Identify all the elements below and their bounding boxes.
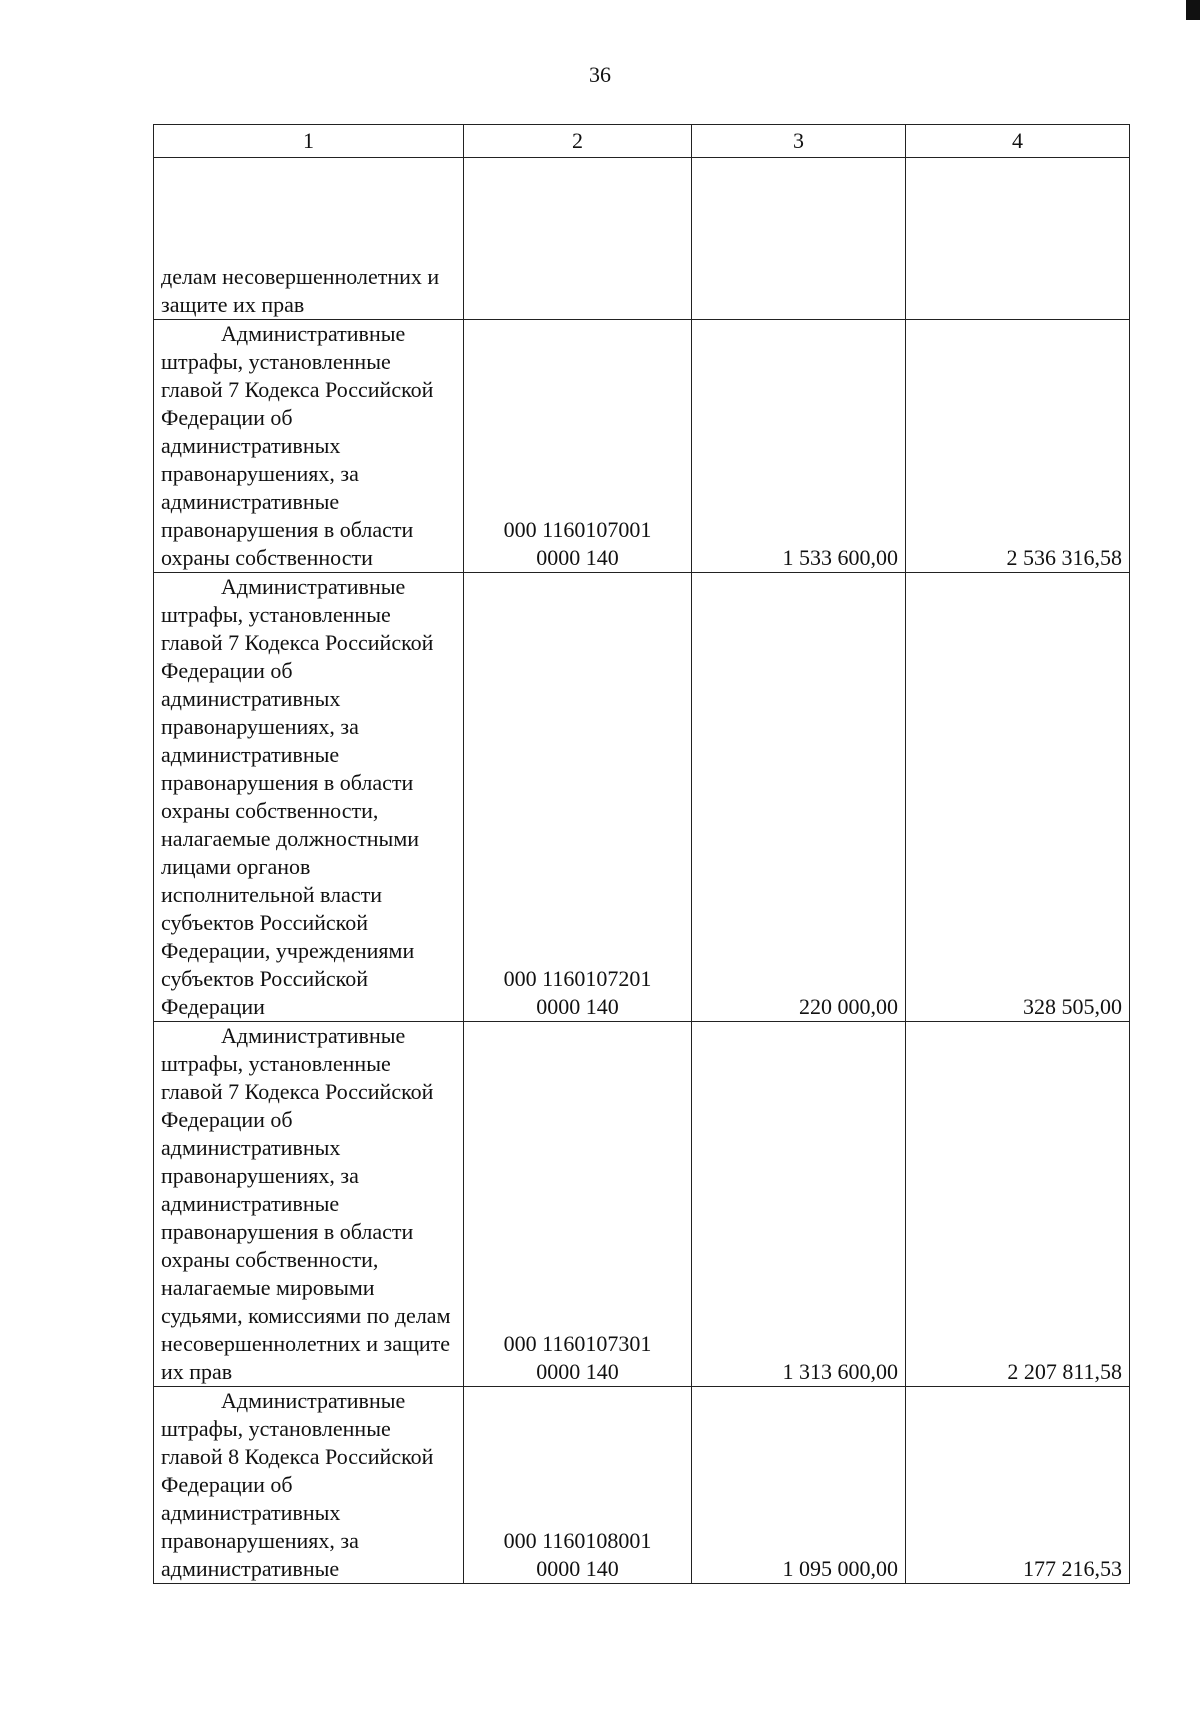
row-code-tail: 0000 140 — [536, 545, 619, 570]
header-col-2: 2 — [464, 125, 692, 158]
row-col3: 220 000,00 — [692, 573, 906, 1022]
row-code — [464, 320, 692, 573]
row-col3: 1 095 000,00 — [692, 1387, 906, 1584]
table-row — [154, 1022, 1130, 1387]
row-code-tail: 0000 140 — [536, 1359, 619, 1384]
row-code-main: 000 1160107301 — [503, 1331, 652, 1356]
header-col-3: 3 — [692, 125, 906, 158]
header-col-1: 1 — [154, 125, 464, 158]
budget-table — [153, 124, 1130, 1584]
row-col3: 1 533 600,00 — [692, 320, 906, 573]
row-name: Административные штрафы, установленные главой 7 Кодекса Российской Федерации об административных правонарушениях, за административные правонарушения в области охраны собственности, налагаемые должностными лицами органов исполнительной власти субъектов Российской Федерации, учреждениями субъектов Российской Федерации — [154, 573, 464, 1022]
row-col3: 1 313 600,00 — [692, 1022, 906, 1387]
table-row — [154, 1387, 1130, 1584]
table-row — [154, 573, 1130, 1022]
row-code-tail: 0000 140 — [536, 994, 619, 1019]
header-col-4: 4 — [906, 125, 1130, 158]
row-col4: 2 207 811,58 — [906, 1022, 1130, 1387]
page-number: 36 — [589, 62, 611, 87]
row-col4: 2 536 316,58 — [906, 320, 1130, 573]
row-code — [464, 1387, 692, 1584]
table-row — [154, 320, 1130, 573]
row-col4: 177 216,53 — [906, 1387, 1130, 1584]
row-col4 — [906, 158, 1130, 320]
row-name: Административные штрафы, установленные главой 7 Кодекса Российской Федерации об административных правонарушениях, за административные правонарушения в области охраны собственности — [154, 320, 464, 573]
row-code — [464, 573, 692, 1022]
row-col3 — [692, 158, 906, 320]
row-code — [464, 1022, 692, 1387]
row-code-main: 000 1160108001 — [503, 1528, 652, 1553]
row-name: Административные штрафы, установленные главой 7 Кодекса Российской Федерации об административных правонарушениях, за административные правонарушения в области охраны собственности, налагаемые мировыми судьями, комиссиями по делам несовершеннолетних и защите их прав — [154, 1022, 464, 1387]
row-code-main: 000 1160107201 — [503, 966, 652, 991]
table-row — [154, 158, 1130, 320]
row-name: Административные штрафы, установленные главой 8 Кодекса Российской Федерации об административных правонарушениях, за административные — [154, 1387, 464, 1584]
header-row — [154, 125, 1130, 158]
row-code — [464, 158, 692, 320]
row-col4: 328 505,00 — [906, 573, 1130, 1022]
row-code-main: 000 1160107001 — [503, 517, 652, 542]
row-name: делам несовершеннолетних и защите их прав — [154, 158, 464, 320]
row-code-tail: 0000 140 — [536, 1556, 619, 1581]
corner-scan-mark — [1186, 0, 1200, 20]
